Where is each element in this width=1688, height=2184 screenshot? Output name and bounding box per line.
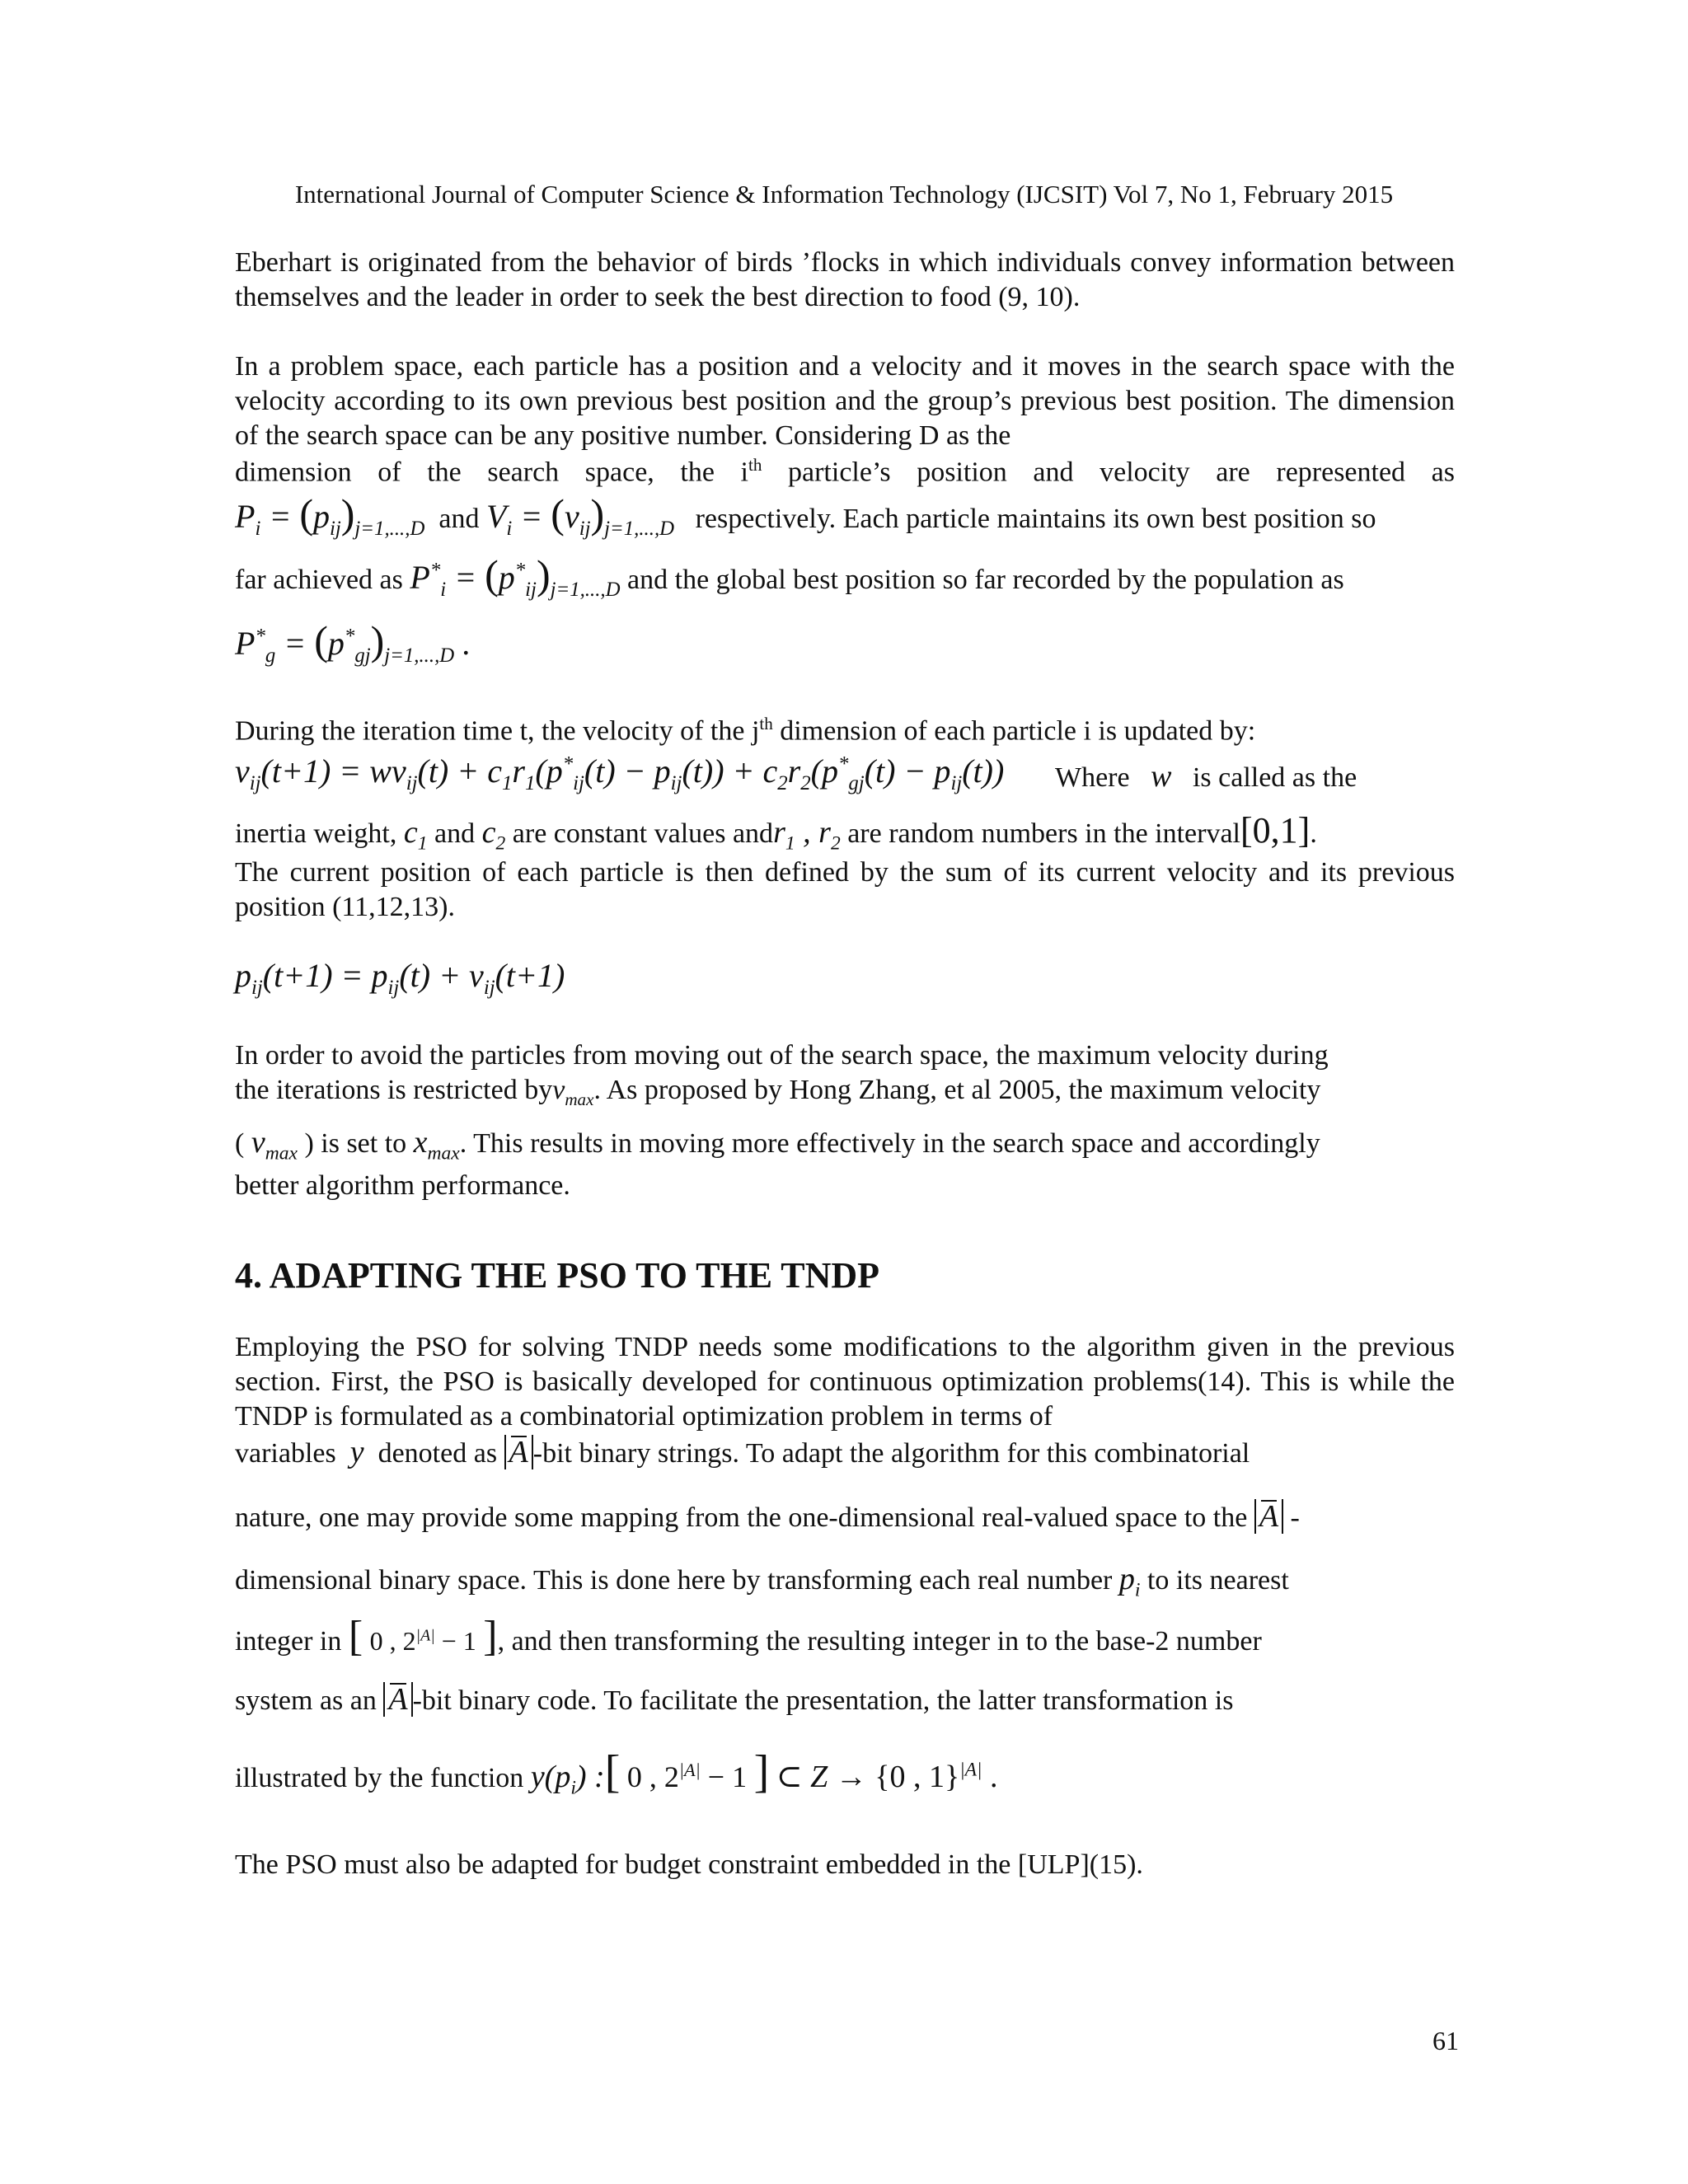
formula-velocity-update: $v_{ij}(t+1) = wv_{ij}(t) + c_1r_1(p^*_{ij}(t) - p_{ij}(t)) + c_2r_2(p^*_{gj}(t) - p_{ij}(t))$ <box>235 752 1005 794</box>
paragraph-1: Eberhart is originated from the behavior of birds ’flocks in which individuals convey information between themselves and the leader in order to seek the best direction to food (9, 10). <box>235 247 1455 312</box>
formula-P-i: $P_i = (p_{ij})_{j=1,...,D}$ <box>235 490 425 540</box>
formula-P-star-i: $P^*_i = (p^*_{ij})_{j=1,...,D}$ <box>410 551 621 601</box>
paragraph-5-system: system as an A -bit binary code. To facilitate the presentation, the latter transformation is <box>235 1682 1234 1717</box>
formula-V-i: $V_i = (v_{ij})_{j=1,...,D}$ <box>485 490 675 540</box>
paragraph-5-variables: variables y denoted as A -bit binary strings. To adapt the algorithm for this combinatorial <box>235 1435 1250 1469</box>
paragraph-5: Employing the PSO for solving TNDP needs some modifications to the algorithm given in the previous section. First, the PSO is basically developed for continuous optimization problems(14). This is while the TNDP is formulated as a combinatorial optimization problem in terms of <box>235 1332 1455 1432</box>
page-number: 61 <box>1432 2026 1459 2055</box>
formula-best-line: far achieved as $P^*_i = (p^*_{ij})_{j=1,...,D}$ and the global best position so far recorded by the population as <box>235 551 1344 601</box>
inertia-line: inertia weight, $c_1$ and $c_2$ are constant values andr$_1$ , $r_2$ are random numbers in the interval[0,1]. <box>235 810 1317 855</box>
section-heading: 4. ADAPTING THE PSO TO THE TNDP <box>235 1255 880 1296</box>
paragraph-2-line-4: dimension of the search space, the $i^{th}$ particle’s position and velocity are represented as <box>235 455 1455 488</box>
formula-global-best: $P^*_g = (p^*_{gj})_{j=1,...,D}$ . <box>235 617 471 667</box>
running-header: International Journal of Computer Science & Information Technology (IJCSIT) Vol 7, No 1, February 2015 <box>294 180 1394 209</box>
paragraph-5-nature: nature, one may provide some mapping from the one-dimensional real-valued space to the A - <box>235 1499 1300 1534</box>
paragraph-4-line-3: ( $v_{max}$ ) is set to $x_{max}$. This results in moving more effectively in the search space and accordingly <box>235 1125 1320 1165</box>
paragraph-3-rest: The current position of each particle is then defined by the sum of its current velocity and its previous position (11,12,13). <box>235 857 1455 922</box>
paragraph-4-line-2: the iterations is restricted byv$_{max}$. As proposed by Hong Zhang, et al 2005, the maximum velocity <box>235 1075 1321 1109</box>
paragraph-4-line-4: better algorithm performance. <box>235 1170 570 1201</box>
paragraph-6: The PSO must also be adapted for budget constraint embedded in the [ULP](15). <box>235 1849 1143 1880</box>
formula-positions-line: $P_i = (p_{ij})_{j=1,...,D}$ and $V_i = (v_{ij})_{j=1,...,D}$ respectively. Each particle maintains its own best position so <box>235 490 1376 540</box>
paragraph-5-dimensional: dimensional binary space. This is done here by transforming each real number $p_i$ to its nearest <box>235 1562 1289 1601</box>
paragraph-3-line-1: During the iteration time t, the velocity of the $j^{th}$ dimension of each particle i is updated by: <box>235 714 1256 747</box>
paragraph-5-illustrated: illustrated by the function $y(p_i)$ :[ 0 , $2^{|A|} - 1$ ] ⊂ Z → {0 , 1}$^{|A|}$ . <box>235 1746 998 1799</box>
formula-position-update: $p_{ij}(t+1) = p_{ij}(t) + v_{ij}(t+1)$ <box>235 957 565 999</box>
paragraph-2: In a problem space, each particle has a position and a velocity and it moves in the search space with the velocity according to its own previous best position and the group’s previous best position. The dimension of the search space can be any positive number. Considering D as the <box>235 351 1455 451</box>
velocity-where-text: Where w is called as the <box>1055 759 1357 794</box>
paragraph-4-line-1: In order to avoid the particles from moving out of the search space, the maximum velocity during <box>235 1040 1329 1071</box>
paragraph-5-integer: integer in [ 0 , $2^{|A|} - 1$ ], and then transforming the resulting integer in to the base-2 number <box>235 1613 1262 1660</box>
